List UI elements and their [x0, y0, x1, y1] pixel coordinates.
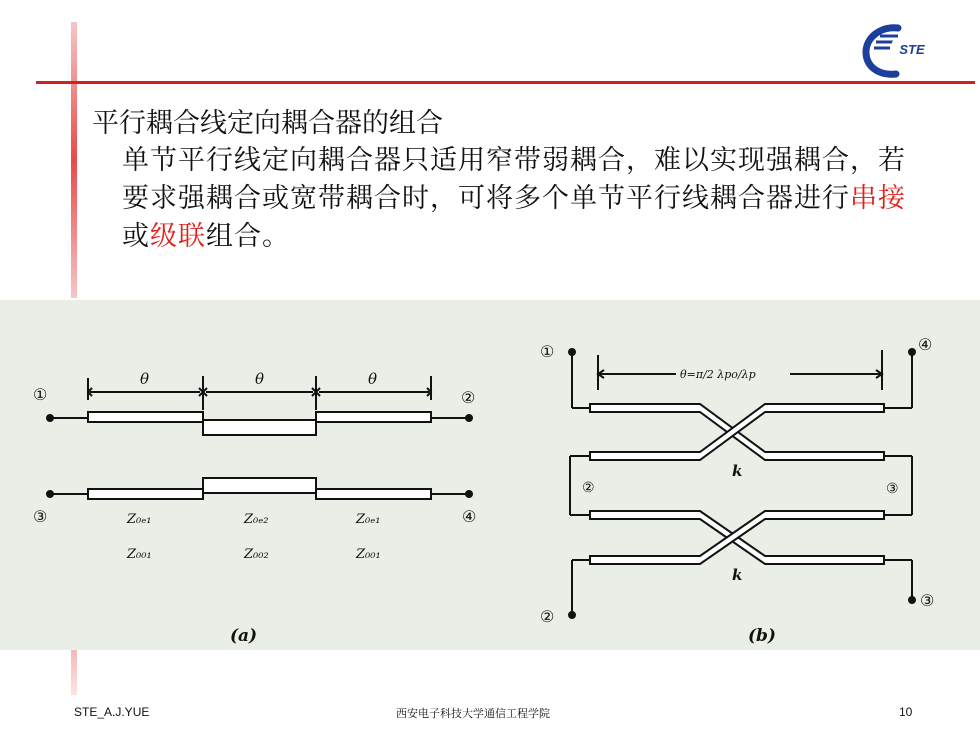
accent-bar-bottom	[71, 650, 77, 695]
port-b-1: ①	[540, 342, 555, 361]
port-b-3-inner: ③	[886, 481, 899, 497]
theta-label-3: θ	[368, 370, 378, 388]
zoe-3: Z₀ₑ₁	[356, 512, 381, 527]
page-number: 10	[899, 705, 913, 719]
slide-heading: 平行耦合线定向耦合器的组合	[92, 108, 443, 139]
theta-label-2: θ	[255, 370, 265, 388]
para-text-1: 单节平行线定向耦合器只适用窄带弱耦合，难以实现强耦合，若要求强耦合或宽带耦合时，可将多个单节平行线耦合器进行	[122, 145, 906, 214]
port-a-1: ①	[33, 385, 48, 404]
k-label-2: k	[732, 566, 743, 584]
port-b-2: ②	[540, 607, 555, 626]
footer-institution: 西安电子科技大学通信工程学院	[396, 707, 550, 720]
para-text-2: 或	[122, 221, 150, 252]
para-text-3: 组合。	[206, 221, 290, 252]
highlight-series: 串接	[850, 183, 906, 214]
header-rule	[36, 81, 975, 84]
caption-b: (b)	[748, 626, 776, 646]
highlight-cascade: 级联	[150, 221, 206, 252]
logo-text: STE	[899, 42, 925, 57]
slide-body	[92, 106, 922, 256]
footer-author: STE_A.J.YUE	[74, 705, 150, 719]
theta-label-1: θ	[140, 370, 150, 388]
port-b-3: ③	[920, 591, 935, 610]
zoe-2: Z₀ₑ₂	[244, 512, 269, 527]
port-b-4: ④	[918, 335, 933, 354]
ste-logo-icon	[858, 22, 934, 80]
zoo-2: Z₀₀₂	[244, 547, 269, 562]
port-a-2: ②	[461, 388, 476, 407]
slide-paragraph	[122, 142, 922, 256]
port-a-3: ③	[33, 507, 48, 526]
k-label-1: k	[732, 462, 743, 480]
coupler-figure	[0, 300, 980, 650]
zoo-1: Z₀₀₁	[127, 547, 152, 562]
zoo-3: Z₀₀₁	[356, 547, 381, 562]
port-b-2-inner: ②	[582, 480, 595, 496]
caption-a: (a)	[230, 626, 258, 646]
accent-bar-top	[71, 22, 77, 298]
port-a-4: ④	[462, 507, 477, 526]
zoe-1: Z₀ₑ₁	[127, 512, 152, 527]
length-label: θ=π/2 λpo/λp	[680, 368, 756, 381]
